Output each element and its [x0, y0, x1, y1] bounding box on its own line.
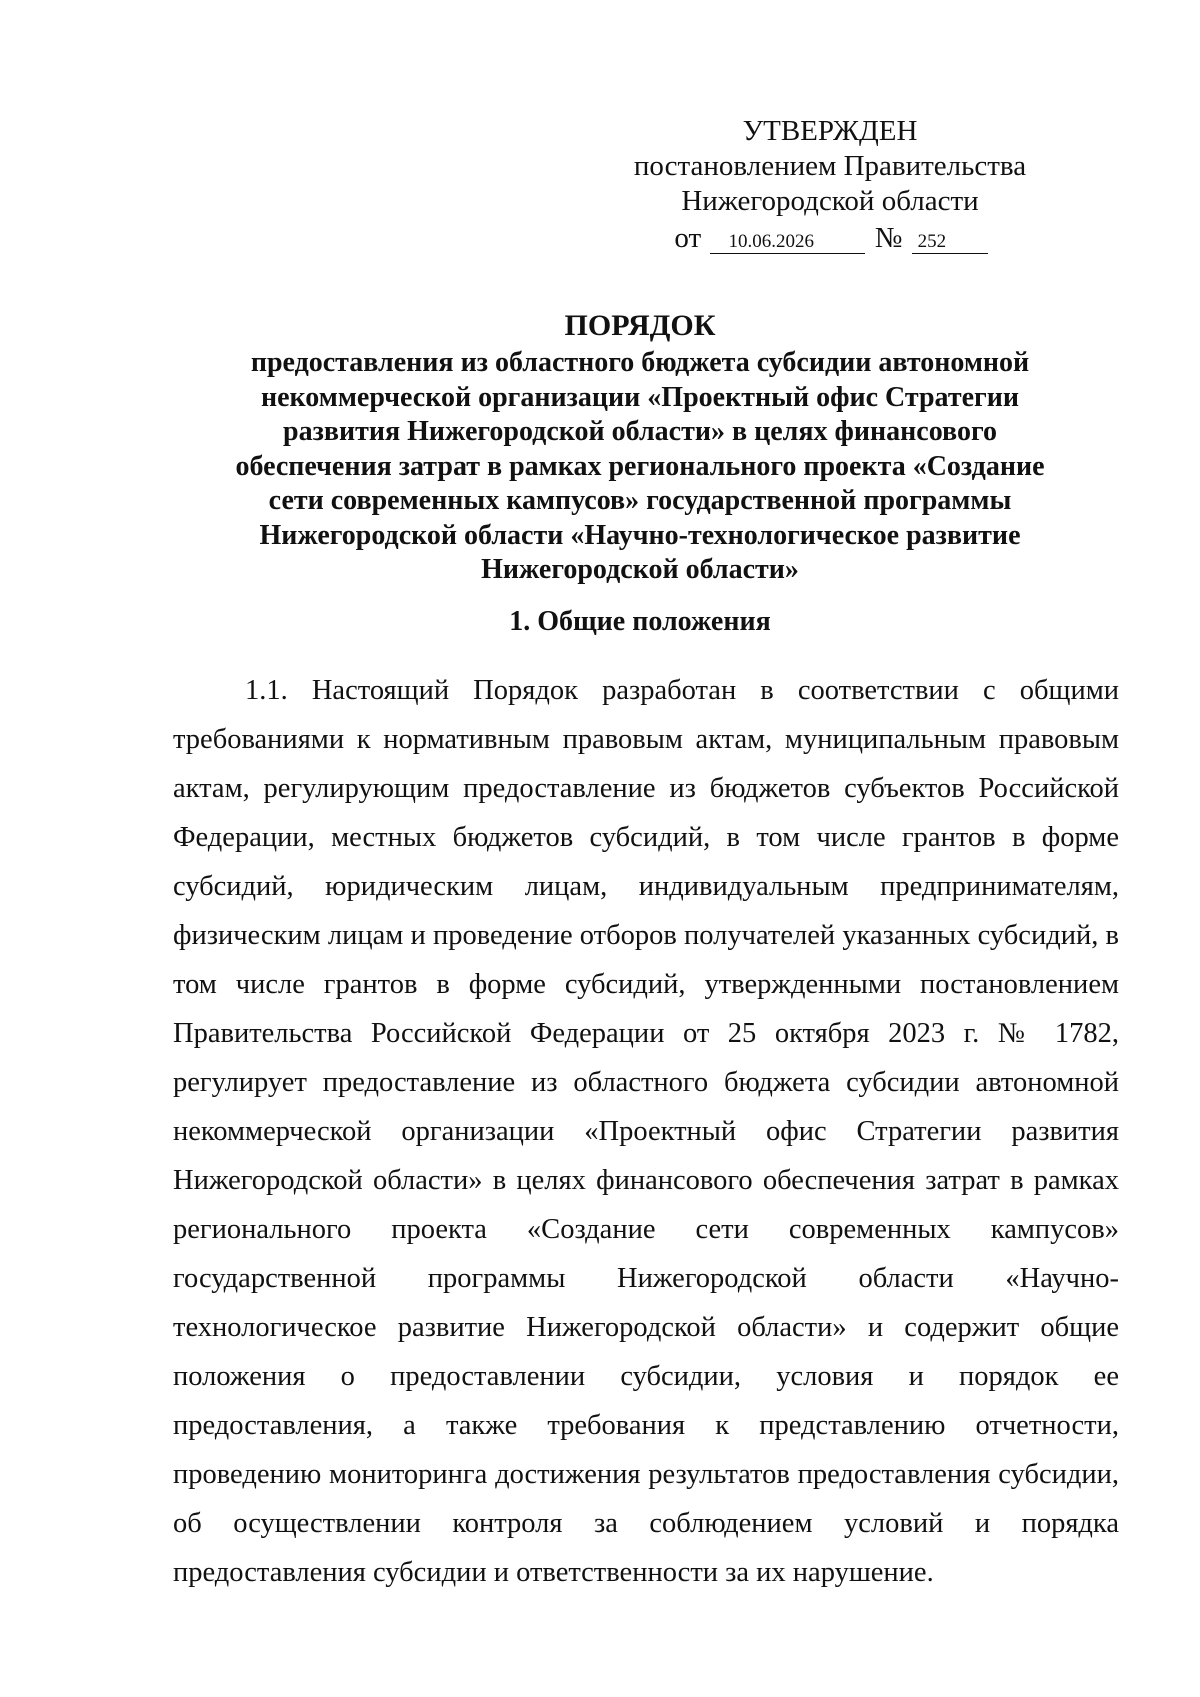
approval-date-line	[620, 221, 1040, 256]
approval-heading: УТВЕРЖДЕН	[742, 115, 918, 147]
section-heading: 1. Общие положения	[509, 606, 771, 637]
approval-block	[620, 114, 1040, 256]
date-prefix: от	[674, 222, 702, 254]
document-subtitle: предоставления из областного бюджета субсидии автономной некоммерческой организации «Проектный офис Стратегии развития Нижегородской области» в целях финансового обеспечения затрат в рамках регионального проекта «Создание сети современных кампусов» государственной программы Нижегородской области «Научно-технологическое развитие Нижегородской области»	[235, 347, 1045, 585]
approval-number-field: 252	[912, 231, 988, 254]
approval-line-1: постановлением Правительства	[633, 150, 1027, 182]
approval-date-field: 10.06.2026	[710, 231, 865, 254]
paragraph-1-1: 1.1. Настоящий Порядок разработан в соответствии с общими требованиями к нормативным правовым актам, муниципальным правовым актам, регулирующим предоставление из бюджетов субъектов Российской Федерации, местных бюджетов субсидий, в том числе грантов в форме субсидий, юридическим лицам, индивидуальным предпринимателям, физическим лицам и проведение отборов получателей указанных субсидий, в том числе грантов в форме субсидий, утвержденными постановлением Правительства Российской Федерации от 25 октября 2023 г. № 1782, регулирует предоставление из областного бюджета субсидии автономной некоммерческой организации «Проектный офис Стратегии развития Нижегородской области» в целях финансового обеспечения затрат в рамках регионального проекта «Создание сети современных кампусов» государственной программы Нижегородской области «Научно-технологическое развитие Нижегородской области» и содержит общие положения о предоставлении субсидии, условия и порядок ее предоставления, а также требования к представлению отчетности, проведению мониторинга достижения результатов предоставления субсидии, об осуществлении контроля за соблюдением условий и порядка предоставления субсидии и ответственности за их нарушение.	[173, 675, 1119, 1588]
approval-line-2: Нижегородской области	[681, 185, 979, 217]
document-title-block	[170, 308, 1110, 588]
document-title: ПОРЯДОК	[564, 309, 716, 342]
number-sign: №	[874, 222, 903, 254]
